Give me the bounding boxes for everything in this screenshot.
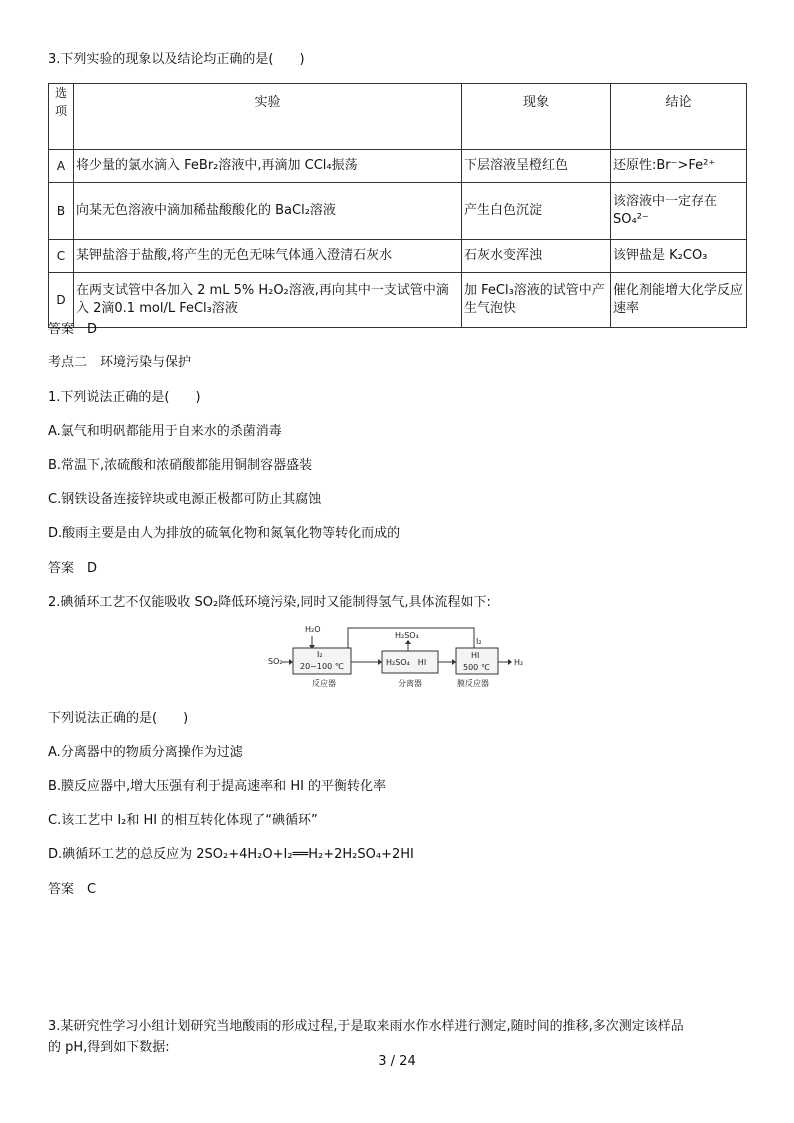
option-cell: B [49, 183, 74, 240]
observation-cell: 加 FeCl₃溶液的试管中产生气泡快 [462, 273, 611, 328]
conclusion-cell: 催化剂能增大化学反应速率 [611, 273, 747, 328]
experiment-cell: 将少量的氯水滴入 FeBr₂溶液中,再滴加 CCl₄振荡 [74, 150, 462, 183]
table-row [49, 183, 747, 240]
answer-label: 答案 D [48, 322, 98, 337]
reactor-temp: 20~100 ℃ [300, 662, 344, 671]
choice-d: D.酸雨主要是由人为排放的硫氧化物和氮氧化物等转化而成的 [48, 526, 401, 541]
header-option: 选项 [49, 84, 74, 150]
choice-b: B.膜反应器中,增大压强有利于提高速率和 HI 的平衡转化率 [48, 779, 387, 794]
membrane-label: 膜反应器 [457, 679, 489, 688]
question-title: 2.碘循环工艺不仅能吸收 SO₂降低环境污染,同时又能制得氢气,具体流程如下: [48, 595, 491, 610]
header-experiment: 实验 [74, 84, 462, 150]
separator-label: 分离器 [398, 679, 422, 688]
experiment-cell: 在两支试管中各加入 2 mL 5% H₂O₂溶液,再向其中一支试管中滴入 2滴0.1 mol/L FeCl₃溶液 [74, 273, 462, 328]
experiment-cell: 向某无色溶液中滴加稀盐酸酸化的 BaCl₂溶液 [74, 183, 462, 240]
choice-b: B.常温下,浓硫酸和浓硝酸都能用铜制容器盛装 [48, 458, 313, 473]
iodine-cycle-flow-diagram [268, 622, 530, 690]
so2-label: SO₂ [268, 657, 283, 666]
membrane-hi: HI [471, 651, 480, 660]
conclusion-cell: 该溶液中一定存在 SO₄²⁻ [611, 183, 747, 240]
choice-a: A.氯气和明矾都能用于自来水的杀菌消毒 [48, 424, 282, 439]
observation-cell: 产生白色沉淀 [462, 183, 611, 240]
question-title: 3.下列实验的现象以及结论均正确的是( ) [48, 52, 305, 67]
choice-a: A.分离器中的物质分离操作为过滤 [48, 745, 243, 760]
question-text-line1: 3.某研究性学习小组计划研究当地酸雨的形成过程,于是取来雨水作水样进行测定,随时间的推移,多次测定该样品 [48, 1019, 684, 1034]
observation-cell: 下层溶液呈橙红色 [462, 150, 611, 183]
i2-recycle-label: I₂ [476, 637, 482, 646]
observation-cell: 石灰水变浑浊 [462, 240, 611, 273]
section-heading: 考点二 环境污染与保护 [48, 355, 192, 370]
question-subtitle: 下列说法正确的是( ) [48, 711, 189, 726]
separator-to-membrane-arrowhead [452, 659, 456, 665]
experiment-cell: 某钾盐溶于盐酸,将产生的无色无味气体通入澄清石灰水 [74, 240, 462, 273]
conclusion-cell: 还原性:Br⁻>Fe²⁺ [611, 150, 747, 183]
table-row [49, 240, 747, 273]
separator-contents: H₂SO₄ HI [386, 658, 427, 667]
reactor-i2: I₂ [317, 650, 323, 659]
h2-arrowhead [508, 659, 512, 665]
so2-arrowhead [289, 659, 293, 665]
option-cell: C [49, 240, 74, 273]
experiment-table [48, 83, 747, 328]
h2-label: H₂ [514, 658, 524, 667]
h2so4-output-arrowhead [405, 640, 411, 644]
option-cell: A [49, 150, 74, 183]
header-observation: 现象 [462, 84, 611, 150]
table-row [49, 273, 747, 328]
h2so4-output-label: H₂SO₄ [395, 631, 419, 640]
conclusion-cell: 该钾盐是 K₂CO₃ [611, 240, 747, 273]
membrane-temp: 500 ℃ [463, 663, 490, 672]
page-number: 3 / 24 [378, 1054, 416, 1069]
answer-label: 答案 C [48, 882, 97, 897]
choice-c: C.钢铁设备连接锌块或电源正极都可防止其腐蚀 [48, 492, 322, 507]
reactor-to-separator-arrowhead [378, 659, 382, 665]
answer-label: 答案 D [48, 561, 98, 576]
reactor-label: 反应器 [312, 679, 336, 688]
header-conclusion: 结论 [611, 84, 747, 150]
question-text-line2: 的 pH,得到如下数据: [48, 1040, 170, 1055]
question-title: 1.下列说法正确的是( ) [48, 390, 201, 405]
table-header-row [49, 84, 747, 150]
choice-d: D.碘循环工艺的总反应为 2SO₂+4H₂O+I₂══H₂+2H₂SO₄+2HI [48, 847, 414, 862]
option-cell: D [49, 273, 74, 328]
choice-c: C.该工艺中 I₂和 HI 的相互转化体现了“碘循环” [48, 813, 318, 828]
table-row [49, 150, 747, 183]
h2o-label: H₂O [305, 625, 321, 634]
